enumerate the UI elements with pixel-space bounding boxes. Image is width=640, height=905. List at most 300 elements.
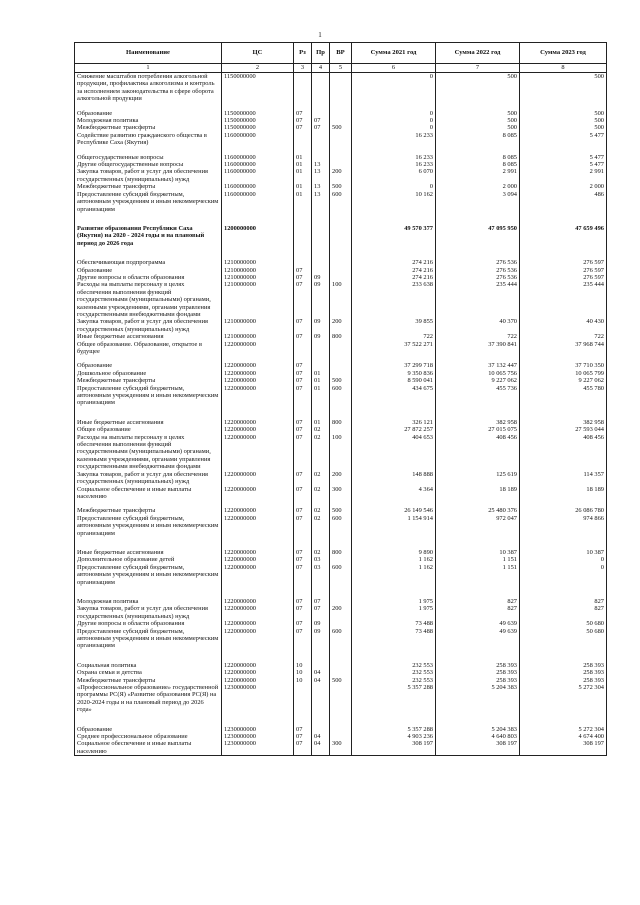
row-pr: 01 [312, 370, 330, 377]
row-rz: 07 [294, 274, 312, 281]
spacer-row [75, 147, 607, 154]
row-rz: 07 [294, 564, 312, 586]
spacer-cell [436, 213, 520, 225]
row-pr: 04 [312, 740, 330, 755]
spacer-cell [222, 500, 294, 507]
spacer-cell [222, 103, 294, 110]
row-cs: 1160000000 [222, 161, 294, 168]
spacer-cell [294, 247, 312, 259]
table-row [75, 124, 607, 131]
row-vr [330, 733, 352, 740]
row-vr [330, 362, 352, 369]
row-vr: 600 [330, 564, 352, 586]
row-vr: 500 [330, 124, 352, 131]
table-body [75, 73, 607, 756]
table-row [75, 161, 607, 168]
row-sum-2021: 27 872 257 [352, 426, 436, 433]
row-vr: 500 [330, 677, 352, 684]
row-name: Охрана семьи и детства [75, 669, 222, 676]
spacer-cell [294, 407, 312, 419]
spacer-cell [312, 714, 330, 726]
row-pr: 01 [312, 385, 330, 407]
row-rz: 07 [294, 434, 312, 471]
row-rz: 01 [294, 183, 312, 190]
row-vr: 200 [330, 471, 352, 486]
table-row [75, 183, 607, 190]
row-sum-2021: 434 675 [352, 385, 436, 407]
spacer-row [75, 586, 607, 598]
spacer-cell [75, 213, 222, 225]
row-vr: 300 [330, 486, 352, 501]
spacer-cell [436, 537, 520, 549]
row-name: «Профессиональное образование» государственной программы РС(Я) «Развитие образования РС(Я) на 2020-2024 годы и на плановый период до 2026 года» [75, 684, 222, 714]
row-vr [330, 274, 352, 281]
row-rz: 07 [294, 281, 312, 318]
row-pr: 13 [312, 161, 330, 168]
row-name: Межбюджетные трансферты [75, 124, 222, 131]
row-sum-2021: 73 488 [352, 620, 436, 627]
row-sum-2021: 232 553 [352, 662, 436, 669]
spacer-cell [222, 247, 294, 259]
column-number: 2 [222, 64, 294, 73]
row-sum-2022: 37 132 447 [436, 362, 520, 369]
row-sum-2022: 40 370 [436, 318, 520, 333]
row-sum-2023: 276 597 [520, 274, 607, 281]
spacer-cell [330, 355, 352, 362]
row-pr [312, 341, 330, 356]
row-cs: 1210000000 [222, 333, 294, 340]
row-sum-2022: 827 [436, 598, 520, 605]
row-vr [330, 161, 352, 168]
table-row [75, 726, 607, 733]
row-sum-2023: 455 780 [520, 385, 607, 407]
row-name: Другие вопросы в области образования [75, 620, 222, 627]
spacer-cell [75, 500, 222, 507]
row-sum-2022: 827 [436, 605, 520, 620]
row-name: Иные бюджетные ассигнования [75, 333, 222, 340]
row-name: Общее образование. Образование, открытое в будущее [75, 341, 222, 356]
spacer-cell [436, 103, 520, 110]
row-rz: 01 [294, 191, 312, 213]
row-cs: 1220000000 [222, 341, 294, 356]
row-rz: 07 [294, 471, 312, 486]
row-pr: 04 [312, 677, 330, 684]
spacer-cell [75, 407, 222, 419]
row-name: Иные бюджетные ассигнования [75, 549, 222, 556]
row-sum-2023: 10 065 799 [520, 370, 607, 377]
row-cs: 1220000000 [222, 620, 294, 627]
row-cs: 1150000000 [222, 110, 294, 117]
row-pr: 02 [312, 471, 330, 486]
row-rz [294, 225, 312, 247]
table-row [75, 274, 607, 281]
row-sum-2021: 274 216 [352, 274, 436, 281]
row-sum-2021: 16 233 [352, 132, 436, 147]
spacer-cell [312, 147, 330, 154]
row-vr: 300 [330, 740, 352, 755]
row-rz: 07 [294, 556, 312, 563]
row-sum-2022: 258 393 [436, 669, 520, 676]
row-rz: 07 [294, 549, 312, 556]
row-name: Другие вопросы в области образования [75, 274, 222, 281]
row-sum-2021: 1 162 [352, 556, 436, 563]
row-sum-2023: 258 393 [520, 669, 607, 676]
row-sum-2021: 0 [352, 117, 436, 124]
row-sum-2022: 5 204 383 [436, 684, 520, 714]
row-sum-2021: 232 553 [352, 677, 436, 684]
row-sum-2022: 276 536 [436, 259, 520, 266]
row-sum-2021: 8 590 041 [352, 377, 436, 384]
row-sum-2022: 235 444 [436, 281, 520, 318]
table-row [75, 110, 607, 117]
row-rz: 07 [294, 419, 312, 426]
row-sum-2022: 500 [436, 124, 520, 131]
row-sum-2022: 258 393 [436, 662, 520, 669]
row-sum-2021: 326 121 [352, 419, 436, 426]
row-vr [330, 267, 352, 274]
row-sum-2022: 27 015 075 [436, 426, 520, 433]
table-row [75, 419, 607, 426]
row-vr [330, 556, 352, 563]
row-rz: 01 [294, 168, 312, 183]
row-sum-2023: 37 968 744 [520, 341, 607, 356]
spacer-row [75, 355, 607, 362]
row-pr: 01 [312, 377, 330, 384]
row-vr: 100 [330, 281, 352, 318]
row-rz [294, 341, 312, 356]
row-sum-2022: 500 [436, 110, 520, 117]
row-sum-2021: 39 855 [352, 318, 436, 333]
row-name: Закупка товаров, работ и услуг для обеспечения государственных (муниципальных) нужд [75, 168, 222, 183]
row-name: Иные бюджетные ассигнования [75, 419, 222, 426]
row-vr [330, 132, 352, 147]
row-vr [330, 726, 352, 733]
table-row [75, 564, 607, 586]
row-rz: 07 [294, 598, 312, 605]
row-name: Социальная политика [75, 662, 222, 669]
table-row [75, 132, 607, 147]
spacer-cell [312, 650, 330, 662]
row-cs: 1220000000 [222, 377, 294, 384]
row-cs: 1220000000 [222, 362, 294, 369]
row-name: Предоставление субсидий бюджетным, автономным учреждениям и иным некоммерческим организациям [75, 628, 222, 650]
row-cs: 1220000000 [222, 549, 294, 556]
row-cs: 1200000000 [222, 225, 294, 247]
spacer-cell [312, 586, 330, 598]
spacer-cell [75, 586, 222, 598]
row-sum-2023: 18 189 [520, 486, 607, 501]
row-sum-2022: 1 151 [436, 556, 520, 563]
row-vr: 500 [330, 507, 352, 514]
row-sum-2022: 10 065 756 [436, 370, 520, 377]
row-rz: 01 [294, 154, 312, 161]
table-row [75, 267, 607, 274]
spacer-cell [294, 500, 312, 507]
table-row [75, 677, 607, 684]
spacer-cell [222, 147, 294, 154]
row-pr: 13 [312, 168, 330, 183]
table-row [75, 377, 607, 384]
table-row [75, 507, 607, 514]
row-sum-2023: 235 444 [520, 281, 607, 318]
row-sum-2021: 1 975 [352, 598, 436, 605]
row-sum-2023: 50 680 [520, 620, 607, 627]
row-sum-2022: 1 151 [436, 564, 520, 586]
row-sum-2022: 49 639 [436, 620, 520, 627]
row-sum-2021: 49 570 377 [352, 225, 436, 247]
spacer-cell [520, 147, 607, 154]
row-pr: 03 [312, 556, 330, 563]
table-row [75, 385, 607, 407]
row-sum-2023: 4 674 400 [520, 733, 607, 740]
row-sum-2022: 382 958 [436, 419, 520, 426]
header-pr: Пр [312, 43, 330, 64]
spacer-cell [222, 650, 294, 662]
row-vr [330, 669, 352, 676]
row-vr: 800 [330, 333, 352, 340]
row-pr: 09 [312, 628, 330, 650]
row-sum-2021: 6 070 [352, 168, 436, 183]
row-sum-2023: 47 659 496 [520, 225, 607, 247]
row-sum-2022: 37 390 841 [436, 341, 520, 356]
row-pr: 02 [312, 434, 330, 471]
row-vr [330, 110, 352, 117]
row-sum-2021: 5 357 288 [352, 726, 436, 733]
table-row [75, 605, 607, 620]
table-row [75, 341, 607, 356]
row-sum-2021: 404 653 [352, 434, 436, 471]
spacer-cell [520, 714, 607, 726]
row-sum-2021: 16 233 [352, 154, 436, 161]
table-row [75, 628, 607, 650]
row-vr: 600 [330, 515, 352, 537]
row-cs: 1160000000 [222, 191, 294, 213]
row-rz: 07 [294, 267, 312, 274]
table-row [75, 362, 607, 369]
row-sum-2023: 722 [520, 333, 607, 340]
row-pr: 09 [312, 281, 330, 318]
column-number: 4 [312, 64, 330, 73]
table-row [75, 486, 607, 501]
row-pr: 02 [312, 515, 330, 537]
row-rz: 07 [294, 628, 312, 650]
spacer-cell [312, 407, 330, 419]
spacer-cell [352, 247, 436, 259]
row-sum-2021: 9 350 836 [352, 370, 436, 377]
row-cs: 1210000000 [222, 274, 294, 281]
spacer-cell [294, 537, 312, 549]
row-sum-2022: 972 047 [436, 515, 520, 537]
row-rz: 07 [294, 124, 312, 131]
row-vr [330, 598, 352, 605]
column-number: 7 [436, 64, 520, 73]
row-pr: 09 [312, 333, 330, 340]
spacer-cell [520, 407, 607, 419]
row-sum-2022: 408 456 [436, 434, 520, 471]
spacer-cell [520, 355, 607, 362]
row-cs: 1220000000 [222, 370, 294, 377]
spacer-cell [352, 103, 436, 110]
row-vr: 500 [330, 183, 352, 190]
row-cs: 1220000000 [222, 434, 294, 471]
row-vr [330, 426, 352, 433]
row-pr: 13 [312, 183, 330, 190]
row-pr: 02 [312, 507, 330, 514]
row-sum-2023: 26 086 780 [520, 507, 607, 514]
row-sum-2022: 18 189 [436, 486, 520, 501]
spacer-cell [294, 586, 312, 598]
row-sum-2023: 5 477 [520, 161, 607, 168]
table-row [75, 117, 607, 124]
row-sum-2022: 455 736 [436, 385, 520, 407]
spacer-cell [436, 586, 520, 598]
spacer-cell [436, 714, 520, 726]
row-pr: 04 [312, 733, 330, 740]
spacer-cell [222, 537, 294, 549]
row-name: Предоставление субсидий бюджетным, автономным учреждениям и иным некоммерческим организациям [75, 564, 222, 586]
row-sum-2023: 258 393 [520, 662, 607, 669]
table-row [75, 370, 607, 377]
row-name: Обеспечивающая подпрограмма [75, 259, 222, 266]
row-sum-2021: 37 522 271 [352, 341, 436, 356]
row-name: Снижение масштабов потребления алкогольной продукции, профилактика алкоголизма и контроль за исполнением законодательства в сфере оборота алкогольной продукции [75, 73, 222, 103]
row-cs: 1230000000 [222, 684, 294, 714]
row-cs: 1160000000 [222, 183, 294, 190]
row-sum-2023: 10 387 [520, 549, 607, 556]
table-row [75, 168, 607, 183]
row-sum-2022: 500 [436, 117, 520, 124]
row-sum-2022: 8 085 [436, 154, 520, 161]
row-rz: 07 [294, 362, 312, 369]
row-name: Предоставление субсидий бюджетным, автономным учреждениям и иным некоммерческим организациям [75, 515, 222, 537]
row-pr: 04 [312, 669, 330, 676]
row-cs: 1220000000 [222, 669, 294, 676]
spacer-cell [436, 247, 520, 259]
row-sum-2023: 27 593 044 [520, 426, 607, 433]
table-row [75, 733, 607, 740]
table-row [75, 740, 607, 755]
row-sum-2021: 148 888 [352, 471, 436, 486]
spacer-cell [312, 103, 330, 110]
row-sum-2023: 308 197 [520, 740, 607, 755]
budget-table [74, 42, 607, 756]
row-name: Молодежная политика [75, 598, 222, 605]
row-rz: 07 [294, 507, 312, 514]
row-cs: 1220000000 [222, 605, 294, 620]
row-sum-2021: 10 162 [352, 191, 436, 213]
row-name: Закупка товаров, работ и услуг для обеспечения государственных (муниципальных) нужд [75, 471, 222, 486]
row-pr [312, 684, 330, 714]
header-cs: ЦС [222, 43, 294, 64]
table-row [75, 191, 607, 213]
row-pr: 07 [312, 598, 330, 605]
spacer-row [75, 500, 607, 507]
spacer-cell [312, 500, 330, 507]
row-vr: 800 [330, 419, 352, 426]
row-sum-2022: 258 393 [436, 677, 520, 684]
row-rz: 07 [294, 740, 312, 755]
row-sum-2023: 40 430 [520, 318, 607, 333]
row-pr: 07 [312, 605, 330, 620]
row-sum-2021: 722 [352, 333, 436, 340]
row-rz [294, 73, 312, 103]
row-sum-2023: 827 [520, 605, 607, 620]
row-sum-2022: 47 095 950 [436, 225, 520, 247]
column-number: 8 [520, 64, 607, 73]
row-cs: 1220000000 [222, 556, 294, 563]
row-name: Межбюджетные трансферты [75, 377, 222, 384]
spacer-cell [352, 586, 436, 598]
row-sum-2023: 0 [520, 556, 607, 563]
row-sum-2022: 10 387 [436, 549, 520, 556]
spacer-row [75, 650, 607, 662]
row-vr [330, 370, 352, 377]
spacer-row [75, 537, 607, 549]
row-sum-2023: 5 477 [520, 132, 607, 147]
spacer-cell [436, 650, 520, 662]
row-sum-2022: 2 000 [436, 183, 520, 190]
row-name: Предоставление субсидий бюджетным, автономным учреждениям и иным некоммерческим организациям [75, 385, 222, 407]
row-sum-2023: 276 597 [520, 259, 607, 266]
row-rz [294, 132, 312, 147]
row-vr [330, 684, 352, 714]
row-sum-2022: 308 197 [436, 740, 520, 755]
row-pr: 02 [312, 549, 330, 556]
row-sum-2023: 9 227 062 [520, 377, 607, 384]
row-sum-2021: 9 890 [352, 549, 436, 556]
row-sum-2023: 500 [520, 124, 607, 131]
row-pr: 07 [312, 124, 330, 131]
table-row [75, 318, 607, 333]
row-sum-2022: 500 [436, 73, 520, 103]
row-cs: 1220000000 [222, 662, 294, 669]
spacer-cell [75, 247, 222, 259]
row-rz: 07 [294, 110, 312, 117]
row-pr: 09 [312, 318, 330, 333]
row-sum-2021: 5 357 288 [352, 684, 436, 714]
spacer-cell [75, 355, 222, 362]
row-vr: 800 [330, 549, 352, 556]
table-row [75, 259, 607, 266]
row-cs: 1220000000 [222, 677, 294, 684]
row-sum-2022: 49 639 [436, 628, 520, 650]
table-row [75, 684, 607, 714]
row-pr [312, 110, 330, 117]
spacer-cell [222, 714, 294, 726]
spacer-cell [330, 586, 352, 598]
row-sum-2021: 0 [352, 73, 436, 103]
row-rz: 10 [294, 662, 312, 669]
row-vr: 200 [330, 168, 352, 183]
row-rz: 07 [294, 370, 312, 377]
row-cs: 1220000000 [222, 385, 294, 407]
row-rz: 07 [294, 733, 312, 740]
spacer-cell [330, 247, 352, 259]
row-sum-2021: 274 216 [352, 267, 436, 274]
row-name: Содействие развитию гражданского общества в Республике Саха (Якутия) [75, 132, 222, 147]
table-row [75, 154, 607, 161]
row-name: Образование [75, 362, 222, 369]
row-name: Межбюджетные трансферты [75, 507, 222, 514]
spacer-cell [222, 407, 294, 419]
row-sum-2022: 25 480 376 [436, 507, 520, 514]
row-name: Другие общегосударственные вопросы [75, 161, 222, 168]
header-vr: ВР [330, 43, 352, 64]
row-vr: 600 [330, 191, 352, 213]
spacer-cell [520, 537, 607, 549]
row-cs: 1150000000 [222, 73, 294, 103]
header-sum-2022: Сумма 2022 год [436, 43, 520, 64]
